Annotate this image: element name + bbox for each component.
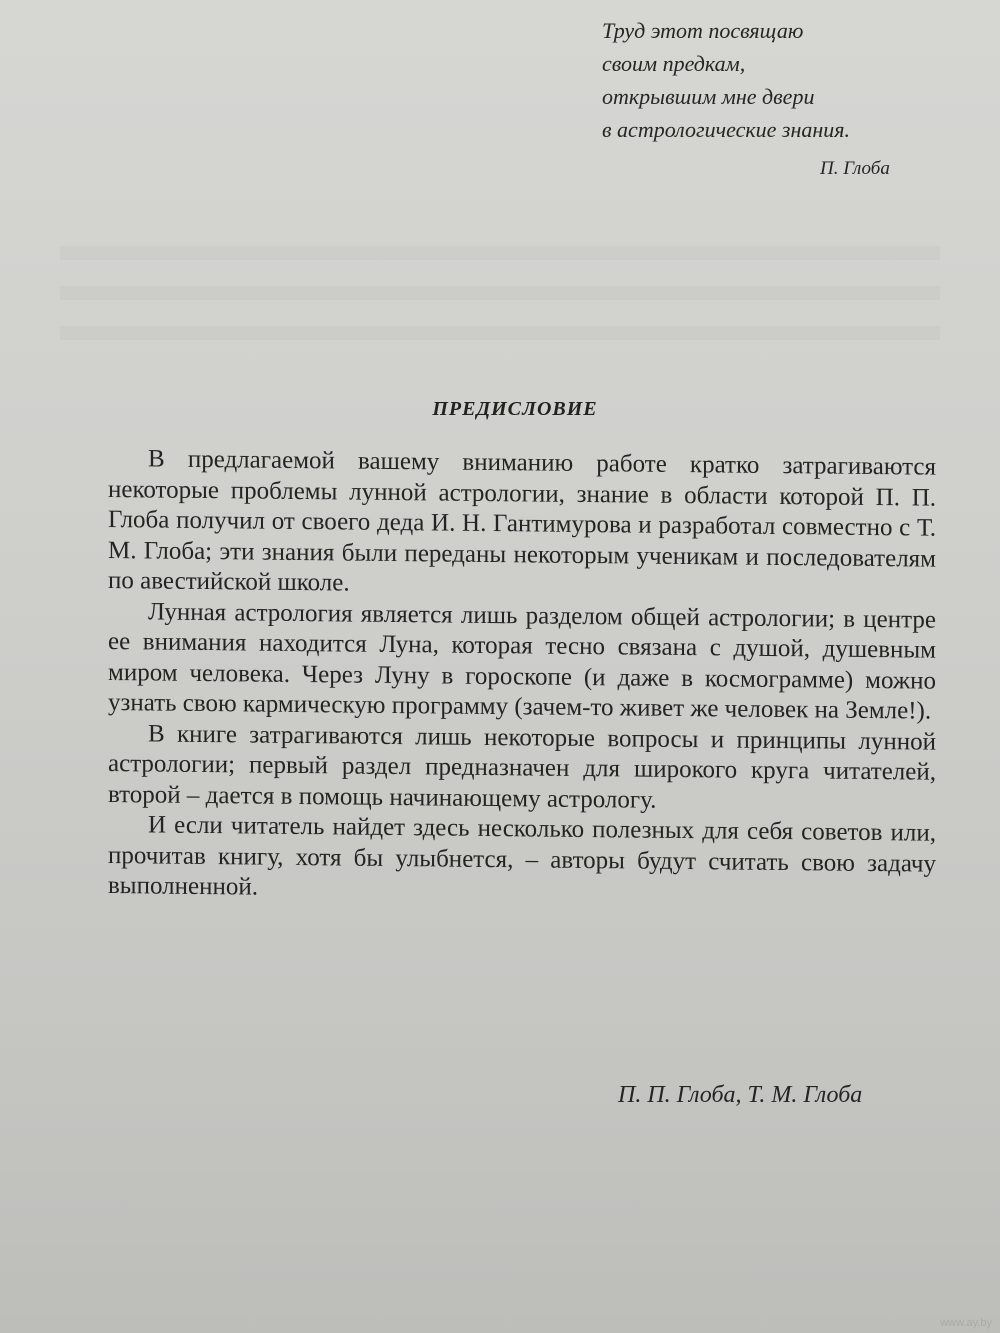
epigraph-author: П. Глоба [820, 158, 890, 179]
epigraph [602, 14, 942, 146]
bleed-through-line [60, 326, 940, 340]
watermark: www.ay.by [940, 1317, 992, 1329]
paragraph: И если читатель найдет здесь несколько полезных для себя советов или, прочитав книгу, хотя бы улыбнется, – авторы будут считать свою задачу выполненной. [108, 811, 936, 901]
epigraph-line: открывшим мне двери [602, 84, 815, 109]
bleed-through-line [60, 286, 940, 300]
section-heading: ПРЕДИСЛОВИЕ [432, 398, 598, 420]
bleed-through-line [60, 246, 940, 260]
paragraph: Лунная астрология является лишь разделом общей астрологии; в центре ее внимания находится Луна, которая тесно связана с душой, душевным миром человека. Через Луну в гороскопе (и даже в космограмме) можно узнать свою кармическую программу (зачем-то живет же человек на Земле!). [108, 597, 936, 725]
paragraph: В предлагаемой вашему вниманию работе кратко затрагиваются некоторые проблемы лунной астрологии, знание в области которой П. П. Глоба получил от своего деда И. Н. Гантимурова и разработал совместно с Т. М. Глоба; эти знания были переданы некоторым ученикам и последователям по авестийской школе. [108, 445, 936, 597]
paragraph: В книге затрагиваются лишь некоторые вопросы и принципы лунной астрологии; первый раздел предназначен для широкого круга читателей, второй – дается в помощь начинающему астрологу. [108, 719, 936, 814]
epigraph-line: своим предкам, [602, 51, 746, 76]
epigraph-line: Труд этот посвящаю [602, 18, 804, 43]
preface-body [108, 444, 936, 910]
epigraph-line: в астрологические знания. [602, 117, 851, 142]
authors-signature: П. П. Глоба, Т. М. Глоба [618, 1082, 863, 1108]
